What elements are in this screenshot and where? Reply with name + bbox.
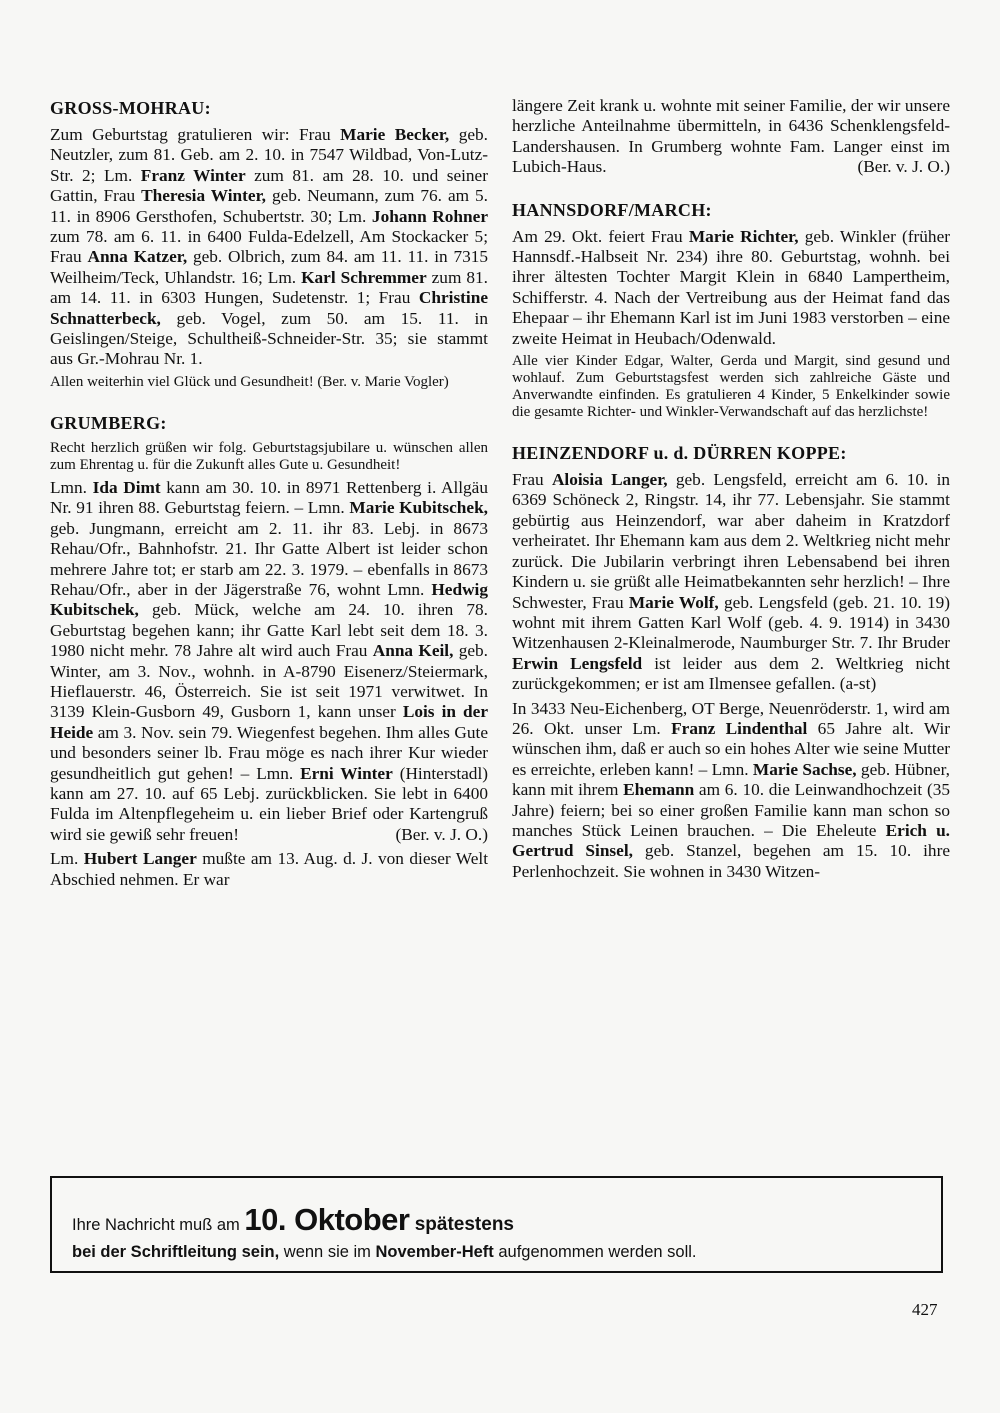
heinzendorf-paragraph-1: Frau Aloisia Langer, geb. Lengsfeld, erreicht am 6. 10. in 6369 Schöneck 2, Ringstr. 14, ihr 77. Lebensjahr. Sie stammt gebürtig aus Heinzendorf, war aber daheim in Kratzdorf verheiratet. Ihr Ehemann kam aus dem 2. Weltkrieg nicht mehr zurück. Die Jubilarin verbringt ihren Lebensabend bei ihren Kindern u. sie grüßt alle Heimatbekannten sehr herzlich! – Ihre Schwester, Frau Marie Wolf, geb. Lengsfeld (geb. 21. 10. 19) wohnt mit ihrem Gatten Karl Wolf (geb. 4. 9. 1914) in 3430 Witzenhausen 2-Kleinalmerode, Naumburger Str. 7. Ihr Bruder Erwin Lengsfeld ist leider aus dem 2. Weltkrieg nicht zurückgekommen; er ist am Ilmensee gefallen. (a-st) (512, 470, 951, 694)
left-column (50, 96, 488, 894)
section-title-hannsdorf: HANNSDORF/MARCH: (512, 199, 712, 220)
hannsdorf-closing: Alle vier Kinder Edgar, Walter, Gerda und Margit, sind gesund und wohlauf. Zum Geburtstagsfest werden sich zahlreiche Gäste und Anverwandte einfinden. Es gratulieren 4 Kinder, 5 Enkelkinder sowie die gesamte Richter- und Winkler-Verwandschaft auf das herzlichste! (512, 353, 950, 421)
page-number: 427 (912, 1300, 938, 1319)
grumberg-obituary: Lm. Hubert Langer mußte am 13. Aug. d. J. von dieser Welt Abschied nehmen. Er war (50, 849, 489, 889)
grumberg-intro: Recht herzlich grüßen wir folg. Geburtstagsjubilare u. wünschen allen zum Ehrentag u. für die Zukunft alles Gute u. Gesundheit! (50, 439, 488, 473)
notice-line-2: bei der Schriftleitung sein, wenn sie im November-Heft aufgenommen werden soll. (72, 1243, 697, 1261)
obituary-continuation: längere Zeit krank u. wohnte mit seiner Familie, der wir unsere herzliche Anteilnahme übermitteln, in 6436 Schenklengsfeld-Landershausen. In Grumberg wohnte Fam. Langer einst im Lubich-Haus. (Ber. v. J. O.) (512, 96, 950, 177)
continuation-signature: (Ber. v. J. O.) (857, 157, 950, 177)
deadline-notice-box (50, 1176, 943, 1273)
section-title-heinzendorf: HEINZENDORF u. d. DÜRREN KOPPE: (512, 443, 847, 464)
section-title-gross-mohrau: GROSS-MOHRAU: (50, 98, 211, 118)
grumberg-signature: (Ber. v. J. O.) (395, 824, 488, 844)
gross-mohrau-paragraph: Zum Geburtstag gratulieren wir: Frau Marie Becker, geb. Neutzler, zum 81. Geb. am 2. 10. in 7547 Wildbad, Von-Lutz-Str. 2; Lm. Franz Winter zum 81. am 28. 10. und seiner Gattin, Frau Theresia Winter, geb. Neumann, zum 76. am 5. 11. in 8906 Gersthofen, Schubertstr. 30; Lm. Johann Rohner zum 78. am 6. 11. in 6400 Fulda-Edelzell, Am Stockacker 5; Frau Anna Katzer, geb. Olbrich, zum 84. am 11. 11. in 7315 Weilheim/Teck, Uhlandstr. 16; Lm. Karl Schremmer zum 81. am 14. 11. in 6303 Hungen, Sudetenstr. 1; Frau Christine Schnatterbeck, geb. Vogel, zum 50. am 15. 11. in Geislingen/Steige, Schultheiß-Schneider-Str. 35; sie stammt aus Gr.-Mohrau Nr. 1. (50, 125, 489, 369)
grumberg-paragraph: Lmn. Ida Dimt kann am 30. 10. in 8971 Rettenberg i. Allgäu Nr. 91 ihren 88. Geburtstag feiern. – Lmn. Marie Kubitschek, geb. Jungmann, erreicht am 2. 11. ihr 83. Lebj. in 8673 Rehau/Ofr., Bahnhofstr. 21. Ihr Gatte Albert ist leider schon mehrere Jahre tot; er starb am 22. 3. 1979. – ebenfalls in 8673 Rehau/Ofr., aber in der Jägerstraße 76, wohnt Lmn. Hedwig Kubitschek, geb. Mück, welche am 24. 10. ihren 78. Geburtstag begehen kann; ihr Gatte Karl lebt seit dem 18. 3. 1980 nicht mehr. 78 Jahre alt wird auch Frau Anna Keil, geb. Winter, am 3. Nov., wohnh. in A-8790 Eisenerz/Steiermark, Hieflauerstr. 46, Österreich. Sie ist seit 1971 verwitwet. In 3139 Klein-Gusborn 49, Gusborn 1, kann unser Lois in der Heide am 3. Nov. sein 79. Wiegenfest begehen. Ihm alles Gute und besonders seiner lb. Frau möge es nach ihrer Kur wieder gesundheitlich gut gehen! – Lmn. Erni Winter (Hinterstadl) kann am 27. 10. auf 65 Lebj. zurückblicken. Sie lebt in 6400 Fulda im Altenpflegeheim u. ein lieber Brief oder Kartengruß wird sie gewiß sehr freuen! (Ber. v. J. O.) (50, 477, 489, 844)
section-title-grumberg: GRUMBERG: (50, 412, 167, 433)
notice-line-1: Ihre Nachricht muß am 10. Oktober spätestens (72, 1202, 514, 1237)
hannsdorf-paragraph: Am 29. Okt. feiert Frau Marie Richter, geb. Winkler (früher Hannsdf.-Halbseit Nr. 234) ihre 80. Geburtstag, wohnh. bei ihrer ältesten Tochter Margit Klein in 6840 Lampertheim, Schifferstr. 4. Nach der Vertreibung aus der Heimat fand das Ehepaar – ihr Ehemann Karl ist im Juni 1983 verstorben – eine zweite Heimat in Heubach/Odenwald. (512, 226, 951, 348)
heinzendorf-paragraph-2: In 3433 Neu-Eichenberg, OT Berge, Neuenröderstr. 1, wird am 26. Okt. unser Lm. Franz Lindenthal 65 Jahre alt. Wir wünschen ihm, daß er auch so ein hohes Alter wie seine Mutter es erreichte, erleben kann! – Lmn. Marie Sachse, geb. Hübner, kann mit ihrem Ehemann am 6. 10. die Leinwandhochzeit (35 Jahre) feiern; bei so einer großen Familie kann man schon so manches Stück Leinen brauchen. – Die Eheleute Erich u. Gertrud Sinsel, geb. Stanzel, begehen am 15. 10. ihre Perlenhochzeit. Sie wohnen in 3430 Witzen- (512, 698, 951, 881)
gross-mohrau-closing: Allen weiterhin viel Glück und Gesundheit! (Ber. v. Marie Vogler) (50, 373, 449, 390)
deadline-date: 10. Oktober (244, 1202, 410, 1237)
right-column (512, 96, 950, 886)
